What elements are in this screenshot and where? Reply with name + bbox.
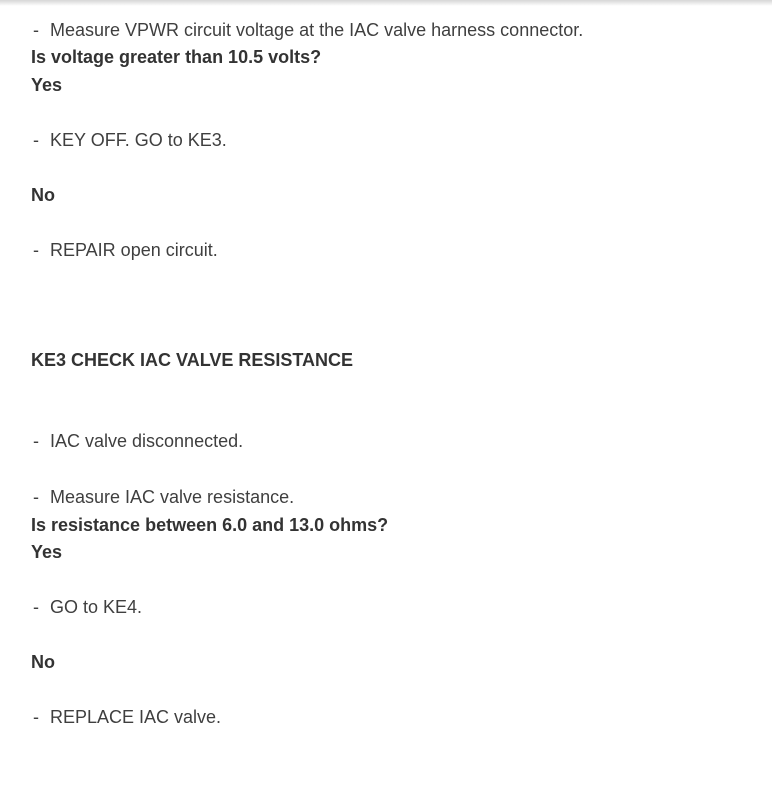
step-text: Measure VPWR circuit voltage at the IAC valve harness connector. [50,20,584,40]
step-text: Measure IAC valve resistance. [50,487,295,507]
question-resistance: Is resistance between 6.0 and 13.0 ohms? [31,515,389,535]
bullet-dash: - [33,20,39,40]
step-key-off [33,129,227,151]
section-heading-ke3: KE3 CHECK IAC VALVE RESISTANCE [31,350,354,370]
question-voltage: Is voltage greater than 10.5 volts? [31,47,322,67]
step-text: REPAIR open circuit. [50,240,218,260]
step-text: GO to KE4. [50,597,143,617]
answer-yes-label: Yes [31,542,63,562]
bullet-dash: - [33,240,39,260]
step-measure-vpwr [33,19,583,41]
step-iac-disconnected [33,430,243,452]
step-repair-open [33,239,218,261]
bullet-dash: - [33,431,39,451]
step-text: IAC valve disconnected. [50,431,244,451]
bullet-dash: - [33,487,39,507]
bullet-dash: - [33,597,39,617]
step-text: KEY OFF. GO to KE3. [50,130,227,150]
step-text: REPLACE IAC valve. [50,707,222,727]
bullet-dash: - [33,130,39,150]
step-go-ke4 [33,596,142,618]
answer-no-label: No [31,185,55,205]
step-measure-resistance [33,486,294,508]
bullet-dash: - [33,707,39,727]
top-shadow [0,0,772,6]
step-replace-iac [33,706,221,728]
answer-yes-label: Yes [31,75,63,95]
answer-no-label: No [31,652,55,672]
